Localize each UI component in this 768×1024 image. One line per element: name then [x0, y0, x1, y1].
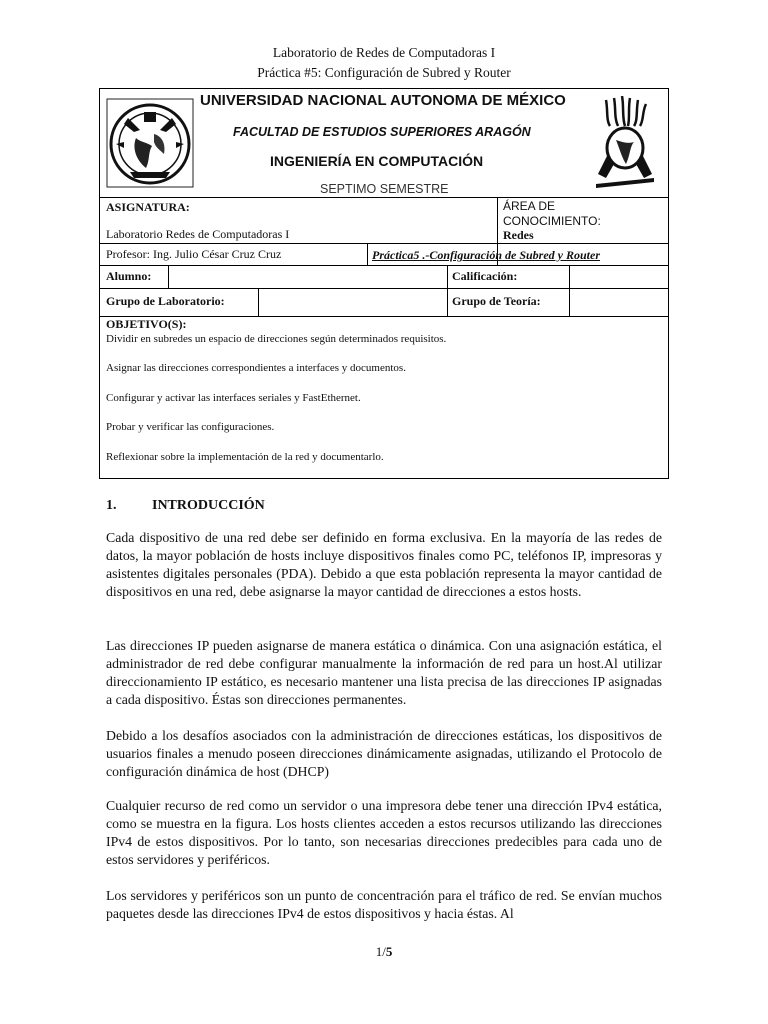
grupo-teoria-label: Grupo de Teoría: — [452, 294, 541, 308]
objetivo-item: Reflexionar sobre la implementación de la red y documentarlo. — [106, 451, 384, 463]
unam-seal-icon — [106, 98, 194, 188]
objetivo-item: Dividir en subredes un espacio de direcciones según determinados requisitos. — [106, 333, 447, 345]
table-divider — [99, 288, 669, 289]
asignatura-label: ASIGNATURA: — [106, 200, 190, 214]
fes-aragon-logo-icon — [592, 96, 658, 192]
faculty-title: FACULTAD DE ESTUDIOS SUPERIORES ARAGÓN — [233, 125, 531, 139]
table-divider — [569, 265, 570, 288]
table-divider — [99, 243, 669, 244]
objetivos-label: OBJETIVO(S): — [106, 317, 187, 331]
area-value: Redes — [503, 228, 534, 242]
table-divider — [168, 265, 169, 288]
table-divider — [569, 288, 570, 316]
page-header-subtitle: Práctica #5: Configuración de Subred y Router — [257, 65, 511, 80]
semester-label: SEPTIMO SEMESTRE — [320, 182, 449, 196]
area-label-line2: CONOCIMIENTO: — [503, 214, 601, 228]
section-heading — [106, 498, 265, 514]
section-number: 1. — [106, 498, 117, 513]
table-divider — [447, 265, 448, 288]
alumno-label: Alumno: — [106, 269, 152, 283]
table-divider — [99, 197, 669, 198]
page-current: 1 — [375, 944, 383, 959]
program-title: INGENIERÍA EN COMPUTACIÓN — [270, 153, 484, 169]
table-divider — [258, 288, 259, 316]
practica-title: Práctica5 .-Configuración de Subred y Router — [372, 248, 601, 262]
asignatura-value: Laboratorio Redes de Computadoras I — [106, 227, 290, 241]
calificacion-label: Calificación: — [452, 269, 518, 283]
body-paragraph: Debido a los desafíos asociados con la administración de direcciones estáticas, los dispositivos de usuarios finales a menudo poseen direcciones dinámicamente asignadas, utilizando el Protocolo de configuración dinámica de host (DHCP) — [106, 728, 662, 779]
page-number — [0, 944, 768, 960]
grupo-laboratorio-label: Grupo de Laboratorio: — [106, 294, 225, 308]
body-paragraph: Cada dispositivo de una red debe ser definido en forma exclusiva. En la mayoría de las redes de datos, la mayor población de hosts incluye dispositivos finales como PC, teléfonos IP, impresoras y asistentes digitales personales (PDA). Debido a que esta población representa la mayor cantidad de dispositivos en una red, debe asignarse la mayor cantidad de direcciones a estos hosts. — [106, 530, 662, 599]
table-divider — [447, 288, 448, 316]
area-label-line1: ÁREA DE — [503, 199, 556, 213]
objetivo-item: Probar y verificar las configuraciones. — [106, 421, 275, 433]
table-divider — [367, 243, 368, 265]
page-separator: / — [382, 944, 386, 959]
objetivo-item: Configurar y activar las interfaces seriales y FastEthernet. — [106, 392, 361, 404]
table-divider — [99, 265, 669, 266]
section-title: INTRODUCCIÓN — [152, 498, 265, 513]
page-total: 5 — [385, 944, 393, 959]
university-title: UNIVERSIDAD NACIONAL AUTONOMA DE MÉXICO — [200, 92, 566, 109]
body-paragraph: Las direcciones IP pueden asignarse de manera estática o dinámica. Con una asignación estática, el administrador de red debe configurar manualmente la información de red para un host.Al utilizar direccionamiento IP estático, es necesario mantener una lista precisa de las direcciones IP asignadas a cada dispositivo. Éstas son direcciones permanentes. — [106, 638, 662, 707]
body-paragraph: Cualquier recurso de red como un servidor o una impresora debe tener una dirección IPv4 estática, como se muestra en la figura. Los hosts clientes acceden a estos recursos utilizando las direcciones IPv4 de estos dispositivos. Por lo tanto, son necesarias direcciones predecibles para cada uno de estos servidores y periféricos. — [106, 798, 662, 867]
profesor-label: Profesor: Ing. Julio César Cruz Cruz — [106, 247, 282, 261]
page-header-title: Laboratorio de Redes de Computadoras I — [272, 45, 496, 60]
objetivo-item: Asignar las direcciones correspondientes a interfaces y documentos. — [106, 362, 406, 374]
body-paragraph: Los servidores y periféricos son un punto de concentración para el tráfico de red. Se envían muchos paquetes desde las direcciones IPv4 de estos dispositivos y hacia éstas. Al — [106, 888, 662, 921]
